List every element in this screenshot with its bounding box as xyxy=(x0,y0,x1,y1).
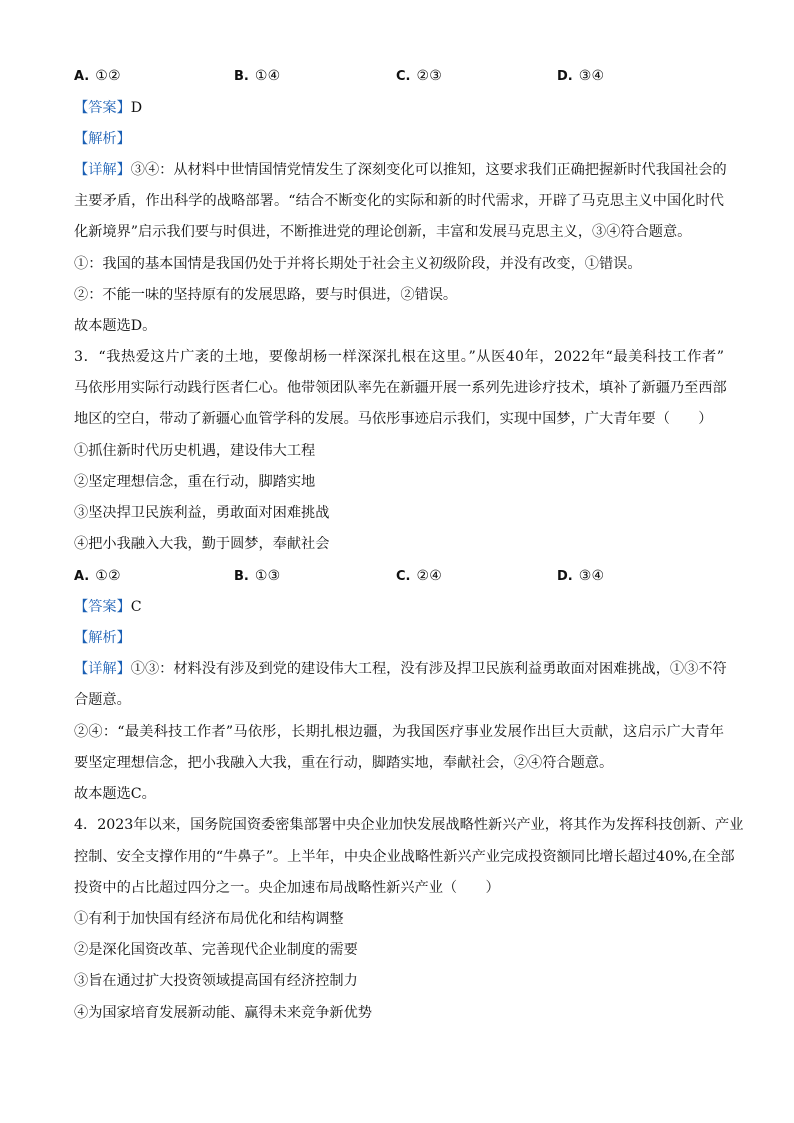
q3-detail-line: ②④：“最美科技工作者”马依彤，长期扎根边疆，为我国医疗事业发展作出巨大贡献，这启示广大青年 xyxy=(74,724,724,740)
q4-stem-line: 4．2023年以来，国务院国资委密集部署中央企业加快发展战略性新兴产业，将其作为发挥科技创新、产业 xyxy=(74,817,744,833)
q3-detail-line: 合题意。 xyxy=(74,692,131,708)
q2-detail-line: 【详解】③④：从材料中世情国情党情发生了深刻变化可以推知，这要求我们正确把握新时代我国社会的 xyxy=(74,162,727,178)
q2-detail-line: 主要矛盾，作出科学的战略部署。“结合不断变化的实际和新的时代需求，开辟了马克思主义中国化时代 xyxy=(74,193,724,209)
q2-detail-line: ②：不能一味的坚持原有的发展思路，要与时俱进，②错误。 xyxy=(74,287,458,303)
q4-stem-line: 投资中的占比超过四分之一。央企加速布局战略性新兴产业（ ） xyxy=(74,880,500,896)
q3-option-c: C. ②④ xyxy=(396,568,442,584)
q3-stem-line: 3．“我热爱这片广袤的土地，要像胡杨一样深深扎根在这里。”从医40年，2022年“最美科技工作者” xyxy=(74,349,724,365)
q2-options xyxy=(74,66,724,86)
q4-statement: ③旨在通过扩大投资领域提高国有经济控制力 xyxy=(74,973,358,989)
q3-analysis-tag: 【解析】 xyxy=(74,630,131,646)
q3-statement: ②坚定理想信念，重在行动，脚踏实地 xyxy=(74,474,316,490)
q2-detail-line: 化新境界”启示我们要与时俱进，不断推进党的理论创新，丰富和发展马克思主义，③④符合题意。 xyxy=(74,224,692,240)
q2-option-c: C. ②③ xyxy=(396,68,442,84)
q4-statement: ①有利于加快国有经济布局优化和结构调整 xyxy=(74,911,344,927)
q2-detail-line: ①：我国的基本国情是我国仍处于并将长期处于社会主义初级阶段，并没有改变，①错误。 xyxy=(74,256,642,272)
q3-options xyxy=(74,566,724,586)
q3-statement: ①抓住新时代历史机遇，建设伟大工程 xyxy=(74,443,316,459)
q4-statement: ④为国家培育发展新动能、赢得未来竞争新优势 xyxy=(74,1005,372,1021)
q3-detail-line: 要坚定理想信念，把小我融入大我，重在行动，脚踏实地，奉献社会，②④符合题意。 xyxy=(74,755,614,771)
q2-answer: 【答案】D xyxy=(74,100,143,116)
q3-stem-line: 马依彤用实际行动践行医者仁心。他带领团队率先在新疆开展一系列先进诊疗技术，填补了新疆乃至西部 xyxy=(74,380,727,396)
q2-option-a: A. ①② xyxy=(74,68,121,84)
q2-option-b: B. ①④ xyxy=(234,68,281,84)
q2-analysis-tag: 【解析】 xyxy=(74,131,131,147)
q3-statement: ④把小我融入大我，勤于圆梦，奉献社会 xyxy=(74,536,330,552)
q3-stem-line: 地区的空白，带动了新疆心血管学科的发展。马依彤事迹启示我们，实现中国梦，广大青年要（ ） xyxy=(74,411,713,427)
q3-detail-line: 【详解】①③：材料没有涉及到党的建设伟大工程，没有涉及捍卫民族利益勇敢面对困难挑战，①③不符 xyxy=(74,661,727,677)
q4-stem-line: 控制、安全支撑作用的“牛鼻子”。上半年，中央企业战略性新兴产业完成投资额同比增长超过40%,在全部 xyxy=(74,849,735,865)
q2-detail-line: 故本题选D。 xyxy=(74,318,157,334)
q3-answer: 【答案】C xyxy=(74,599,142,615)
q4-statement: ②是深化国资改革、完善现代企业制度的需要 xyxy=(74,942,358,958)
q3-option-a: A. ①② xyxy=(74,568,121,584)
q2-option-d: D. ③④ xyxy=(557,68,605,84)
q3-detail-line: 故本题选C。 xyxy=(74,786,156,802)
q3-option-b: B. ①③ xyxy=(234,568,281,584)
q3-statement: ③坚决捍卫民族利益，勇敢面对困难挑战 xyxy=(74,505,330,521)
q3-option-d: D. ③④ xyxy=(557,568,605,584)
